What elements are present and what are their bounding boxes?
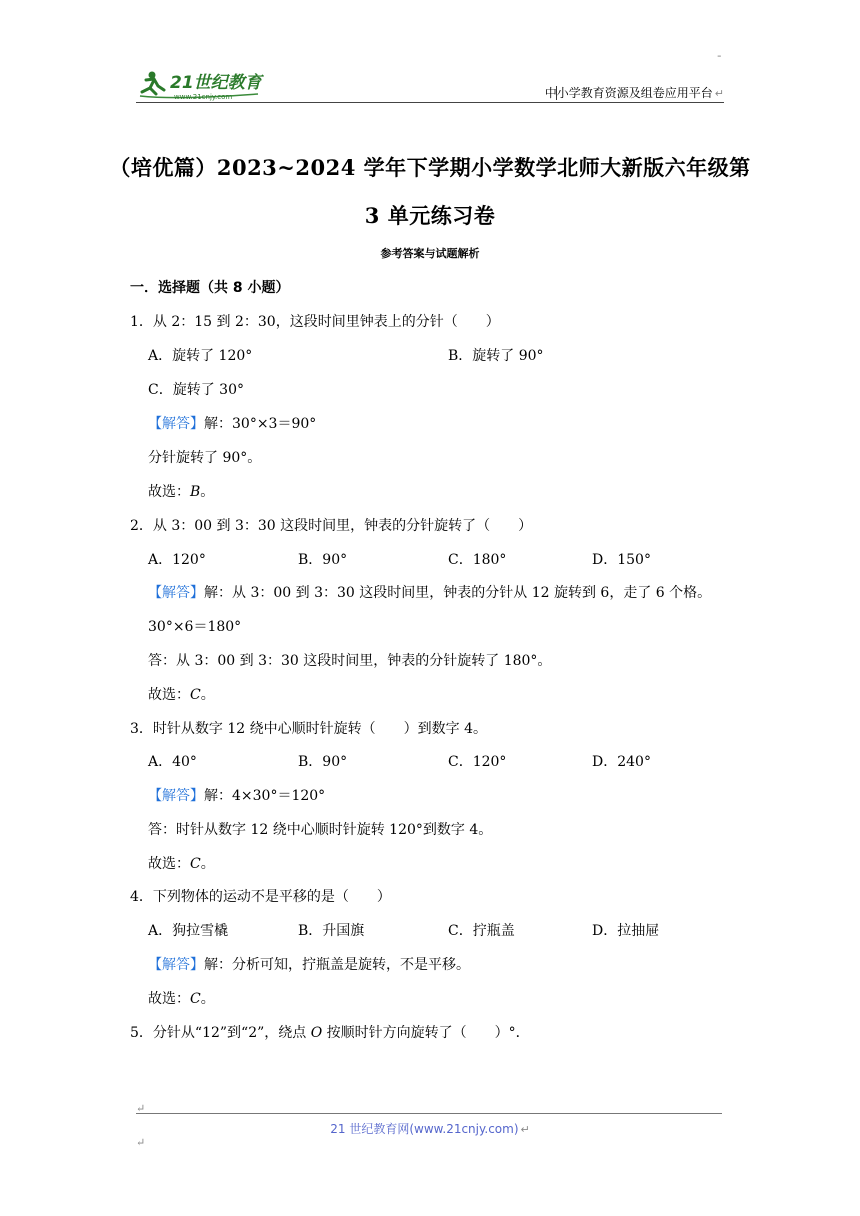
platform-name: 中小学教育资源及组卷应用平台 ↵ — [544, 86, 724, 100]
footer-para-mark-2: ↵ — [136, 1136, 146, 1149]
svg-text:21世纪教育: 21世纪教育 — [170, 73, 262, 93]
q4-option-c: C．拧瓶盖 — [448, 923, 515, 939]
q1-option-c: C．旋转了 30° — [148, 382, 244, 398]
q2-option-a: A．120° — [148, 552, 206, 568]
q4-choice: 故选：C。 — [148, 991, 215, 1007]
question-3-stem: 3．时针从数字 12 绕中心顺时针旋转（ ）到数字 4。 — [130, 721, 487, 737]
svg-text:www.21cnjy.com: www.21cnjy.com — [174, 93, 233, 101]
header-rule — [136, 102, 724, 103]
q2-answer: 【解答】解：从 3：00 到 3：30 这段时间里，钟表的分针从 12 旋转到 6，走了 6 个格。 — [148, 585, 712, 601]
q2-option-c: C．180° — [448, 552, 507, 568]
q3-option-d: D．240° — [592, 754, 651, 770]
question-1-stem: 1．从 2：15 到 2：30，这段时间里钟表上的分针（ ） — [130, 314, 500, 330]
logo-graphic — [138, 66, 278, 102]
q2-option-b: B．90° — [298, 552, 348, 568]
q4-answer: 【解答】解：分析可知，拧瓶盖是旋转，不是平移。 — [148, 957, 470, 973]
q2-answer-line3: 答：从 3：00 到 3：30 这段时间里，钟表的分针旋转了 180°。 — [148, 653, 552, 669]
q2-answer-line2: 30°×6＝180° — [148, 619, 242, 635]
q2-choice: 故选：C。 — [148, 687, 215, 703]
q4-option-d: D．拉抽屉 — [592, 923, 660, 939]
corner-mark: ˉ — [716, 54, 722, 67]
question-4-stem: 4．下列物体的运动不是平移的是（ ） — [130, 889, 391, 905]
answer-tag: 【解答】 — [148, 788, 204, 804]
question-5-stem: 5．分针从“12”到“2”，绕点 O 按顺时针方向旋转了（ ）°． — [130, 1025, 530, 1041]
q3-answer: 【解答】解：4×30°＝120° — [148, 788, 326, 804]
answer-tag: 【解答】 — [148, 957, 204, 973]
q3-answer-line2: 答：时针从数字 12 绕中心顺时针旋转 120°到数字 4。 — [148, 822, 493, 838]
question-2-stem: 2．从 3：00 到 3：30 这段时间里，钟表的分针旋转了（ ） — [130, 518, 533, 534]
q3-option-b: B．90° — [298, 754, 348, 770]
q2-option-d: D．150° — [592, 552, 651, 568]
q3-option-c: C．120° — [448, 754, 507, 770]
page-subtitle: 参考答案与试题解析 — [380, 247, 480, 260]
footer-text: 21 世纪教育网(www.21cnjy.com) ↵ — [330, 1122, 530, 1136]
site-logo — [138, 66, 278, 102]
page-title-line1: （培优篇）2023~2024 学年下学期小学数学北师大新版六年级第 — [109, 155, 751, 180]
q3-choice: 故选：C。 — [148, 856, 215, 872]
q1-choice: 故选：B。 — [148, 484, 215, 500]
q4-option-b: B．升国旗 — [298, 923, 365, 939]
section-heading: 一．选择题（共 8 小题） — [130, 280, 290, 296]
q1-option-a: A．旋转了 120° — [148, 348, 253, 364]
footer-rule — [136, 1113, 722, 1114]
page-title-line2: 3 单元练习卷 — [364, 203, 496, 228]
q1-answer: 【解答】解：30°×3＝90° — [148, 416, 317, 432]
q1-answer-line2: 分针旋转了 90°。 — [148, 450, 262, 466]
q1-option-b: B．旋转了 90° — [448, 348, 544, 364]
q3-option-a: A．40° — [148, 754, 197, 770]
footer-para-mark: ↵ — [136, 1102, 146, 1115]
q4-option-a: A．狗拉雪橇 — [148, 923, 229, 939]
answer-tag: 【解答】 — [148, 585, 204, 601]
answer-tag: 【解答】 — [148, 416, 204, 432]
